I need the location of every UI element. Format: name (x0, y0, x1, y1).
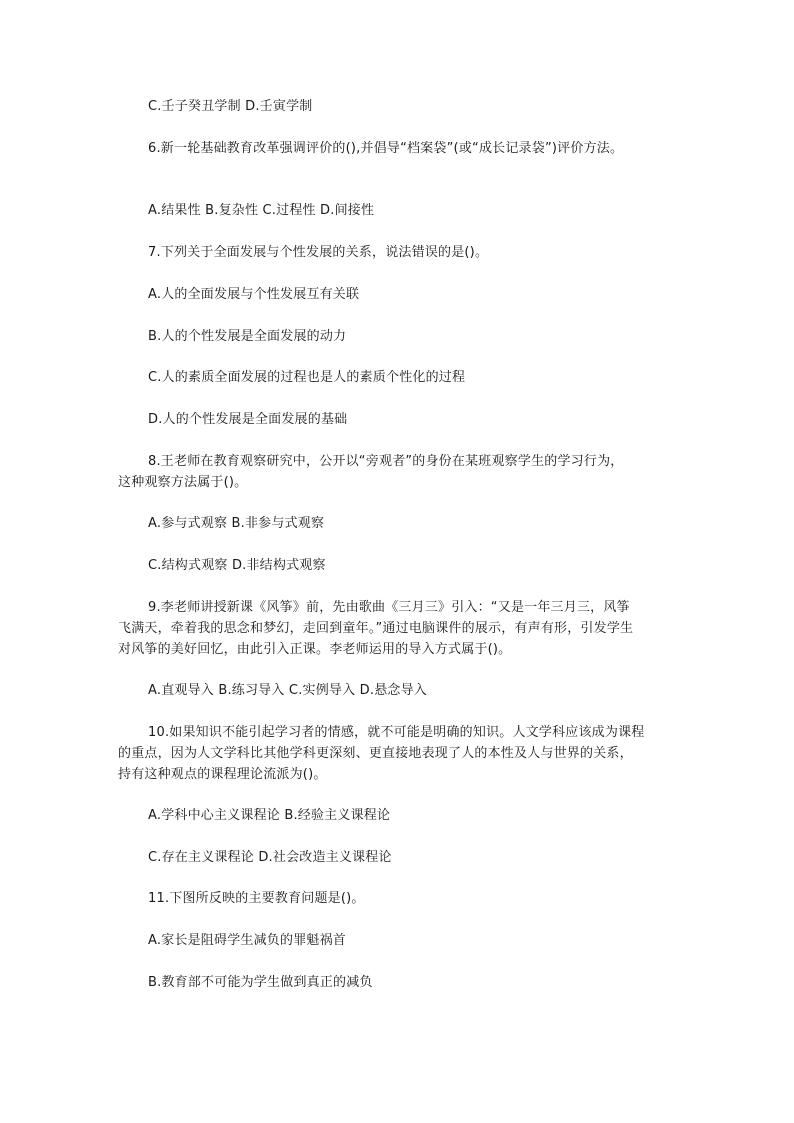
question-8-line-2: 这种观察方法属于()。 (118, 475, 248, 490)
option-11a: A.家长是阻碍学生减负的罪魁祸首 (148, 933, 346, 948)
option-11b: B.教育部不可能为学生做到真正的减负 (148, 975, 373, 990)
question-7: 7.下列关于全面发展与个性发展的关系，说法错误的是()。 (148, 245, 489, 260)
question-9-line-1: 9.李老师讲授新课《风筝》前，先由歌曲《三月三》引入：“又是一年三月三，风筝 (148, 600, 630, 615)
option-7d: D.人的个性发展是全面发展的基础 (148, 412, 348, 427)
options-10-cd: C.存在主义课程论 D.社会改造主义课程论 (148, 850, 392, 865)
question-9-line-3: 对风筝的美好回忆，由此引入正课。李老师运用的导入方式属于()。 (118, 642, 512, 657)
options-10-ab: A.学科中心主义课程论 B.经验主义课程论 (148, 808, 391, 823)
options-8-ab: A.参与式观察 B.非参与式观察 (148, 516, 325, 531)
question-10-line-3: 持有这种观点的课程理论流派为()。 (118, 767, 327, 782)
question-10-line-1: 10.如果知识不能引起学习者的情感，就不可能是明确的知识。人文学科应该成为课程 (148, 725, 645, 740)
option-7b: B.人的个性发展是全面发展的动力 (148, 329, 347, 344)
option-7c: C.人的素质全面发展的过程也是人的素质个性化的过程 (148, 370, 466, 385)
option-7a: A.人的全面发展与个性发展互有关联 (148, 287, 360, 302)
question-8-line-1: 8.王老师在教育观察研究中，公开以“旁观者”的身份在某班观察学生的学习行为， (148, 454, 624, 469)
question-11: 11.下图所反映的主要教育问题是()。 (148, 891, 365, 906)
options-question-6: A.结果性 B.复杂性 C.过程性 D.间接性 (148, 203, 375, 218)
options-8-cd: C.结构式观察 D.非结构式观察 (148, 558, 326, 573)
question-6: 6.新一轮基础教育改革强调评价的(),并倡导“档案袋”(或“成长记录袋”)评价方法。 (148, 141, 624, 156)
question-10-line-2: 的重点，因为人文学科比其他学科更深刻、更直接地表现了人的本性及人与世界的关系， (118, 746, 633, 761)
options-question-9: A.直观导入 B.练习导入 C.实例导入 D.悬念导入 (148, 683, 427, 698)
question-9-line-2: 飞满天，牵着我的思念和梦幻，走回到童年。”通过电脑课件的展示，有声有形，引发学生 (118, 621, 634, 636)
option-line-5c-5d: C.壬子癸丑学制 D.壬寅学制 (148, 99, 313, 114)
